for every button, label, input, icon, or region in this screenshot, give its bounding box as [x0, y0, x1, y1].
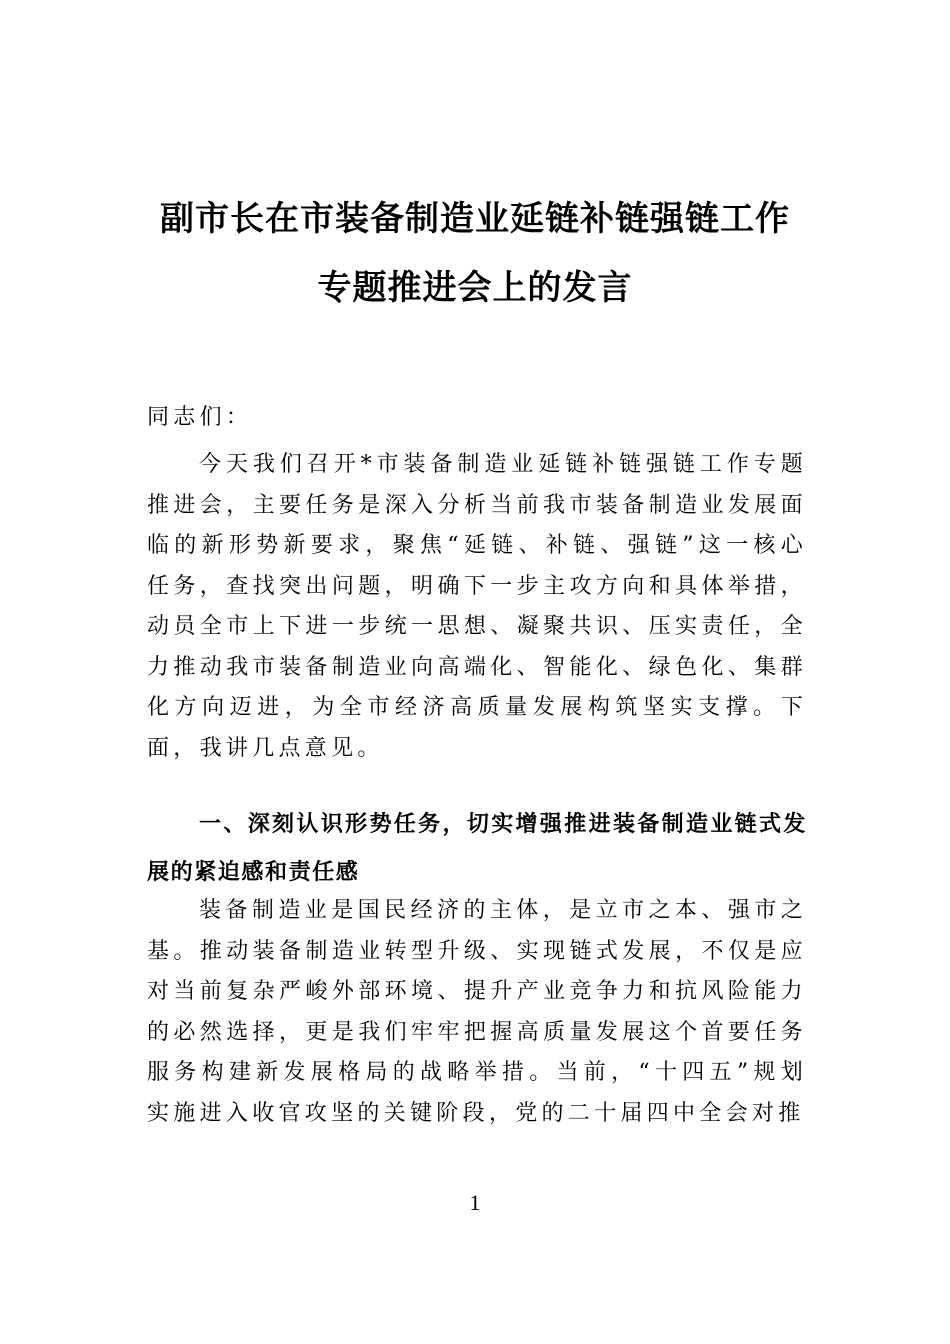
- salutation: 同志们：: [147, 405, 253, 430]
- section-heading-1: 一、深刻认识形势任务，切实增强推进装备制造业链式发展的紧迫感和责任感: [147, 812, 807, 885]
- paragraph-section-1: 装备制造业是国民经济的主体，是立市之本、强市之基。推动装备制造业转型升级、实现链式发展，不仅是应对当前复杂严峻外部环境、提升产业竞争力和抗风险能力的必然选择，更是我们牢牢把握高质量发展这个首要任务服务构建新发展格局的战略举措。当前，“十四五”规划实施进入收官攻坚的关键阶段，党的二十届四中全会对推: [147, 898, 807, 1126]
- document-title-line-1: 副市长在市装备制造业延链补链强链工作: [160, 199, 790, 239]
- page-number: 1: [469, 1190, 481, 1215]
- document-title-line-2: 专题推进会上的发言: [317, 268, 633, 308]
- paragraph-intro: 今天我们召开*市装备制造业延链补链强链工作专题推进会，主要任务是深入分析当前我市装备制造业发展面临的新形势新要求，聚焦“延链、补链、强链”这一核心任务，查找突出问题，明确下一步主攻方向和具体举措，动员全市上下进一步统一思想、凝聚共识、压实责任，全力推动我市装备制造业向高端化、智能化、绿色化、集群化方向迈进，为全市经济高质量发展构筑坚实支撑。下面，我讲几点意见。: [147, 452, 807, 761]
